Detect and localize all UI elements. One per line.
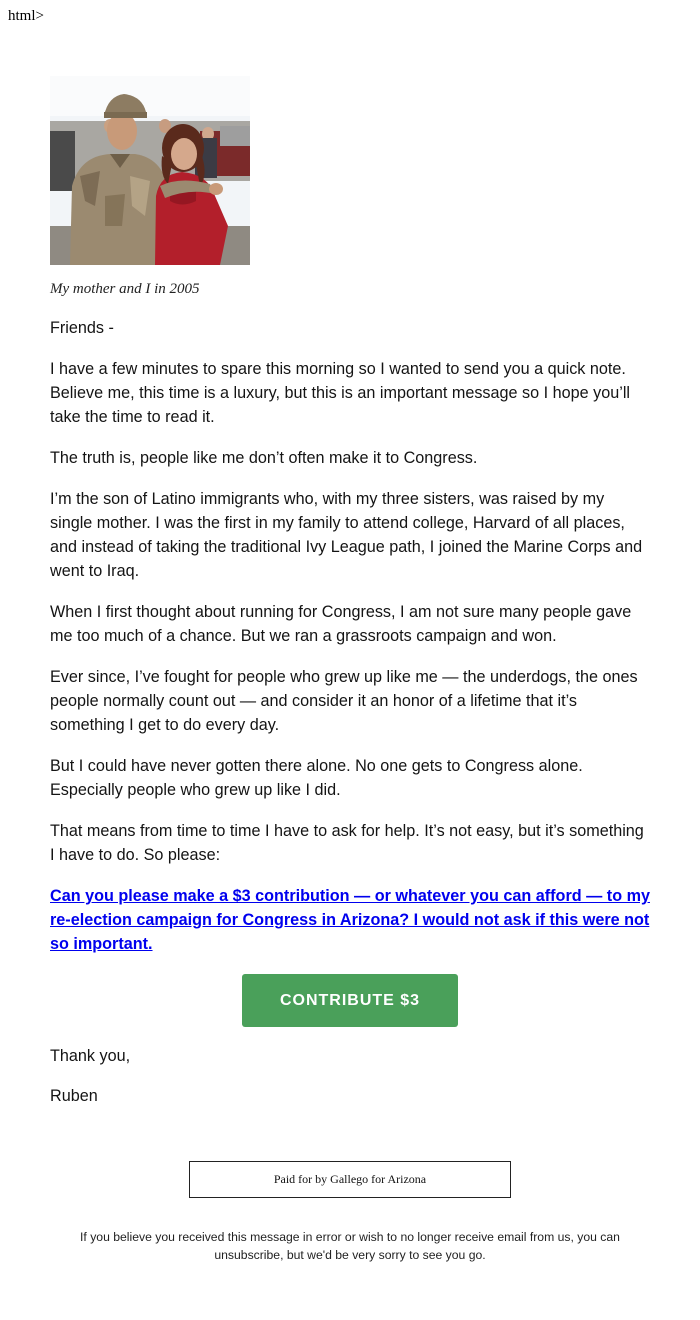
footer-text	[50, 1228, 650, 1264]
body-paragraph: That means from time to time I have to ask for help. It’s not easy, but it’s something I have to do. So please:	[50, 822, 644, 864]
photo-illustration	[50, 76, 250, 265]
paid-for-disclaimer: Paid for by Gallego for Arizona	[189, 1161, 511, 1198]
footer-text-after: , but we'd be very sorry to see you go.	[280, 1248, 486, 1262]
footer-text-before: If you believe you received this message in error or wish to no longer receive email from us, you can	[80, 1230, 620, 1244]
signature: Ruben	[50, 1087, 98, 1105]
body-paragraph: When I first thought about running for Congress, I am not sure many people gave me too much of a chance. But we ran a grassroots campaign and won.	[50, 603, 632, 645]
photo-caption: My mother and I in 2005	[50, 281, 200, 297]
mother-son-photo	[50, 76, 250, 265]
email-body	[50, 76, 650, 1108]
stray-html-text: html>	[8, 8, 44, 24]
body-paragraph: I’m the son of Latino immigrants who, with my three sisters, was raised by my single mother. I was the first in my family to attend college, Harvard of all places, and instead of taking the traditional Ivy League path, I joined the Marine Corps and went to Iraq.	[50, 490, 643, 580]
body-paragraph: But I could have never gotten there alone. No one gets to Congress alone. Especially people who grew up like I did.	[50, 757, 583, 799]
button-container	[50, 974, 650, 1027]
closing-line: Thank you,	[50, 1047, 131, 1065]
body-paragraph: I have a few minutes to spare this morning so I wanted to send you a quick note. Believe me, this time is a luxury, but this is an important message so I hope you’ll take the time to read it.	[50, 360, 631, 426]
contribution-ask-link[interactable]: Can you please make a $3 contribution — or whatever you can afford — to my re-election campaign for Congress in Arizona? I would not ask if this were not so important.	[50, 887, 650, 953]
body-paragraph: The truth is, people like me don’t often make it to Congress.	[50, 449, 478, 467]
unsubscribe-link[interactable]: unsubscribe	[214, 1248, 281, 1262]
greeting: Friends -	[50, 319, 114, 337]
body-paragraph: Ever since, I’ve fought for people who grew up like me — the underdogs, the ones people normally count out — and consider it an honor of a lifetime that it’s something I get to do every day.	[50, 668, 638, 734]
contribute-button[interactable]: CONTRIBUTE $3	[242, 974, 458, 1027]
